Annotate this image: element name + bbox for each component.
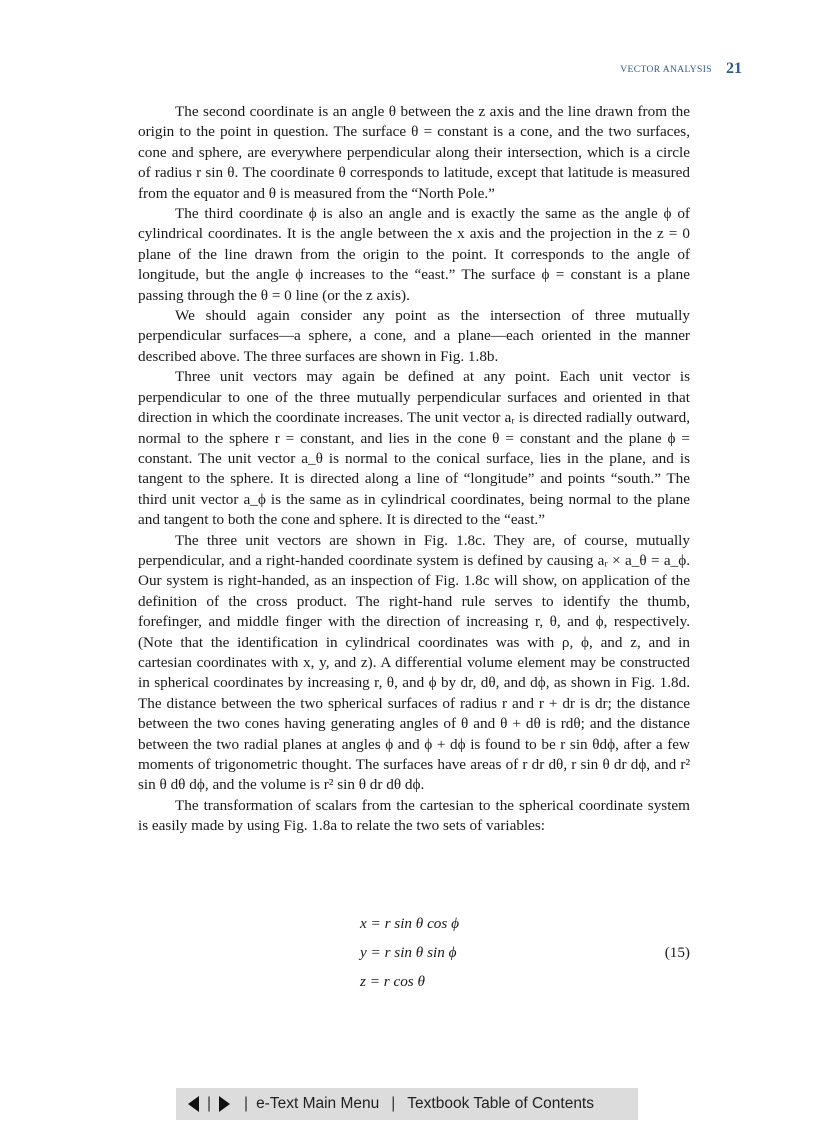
page-number: 21 (726, 60, 742, 77)
equation-block (138, 915, 690, 995)
textbook-toc-link[interactable]: Textbook Table of Contents (407, 1095, 594, 1112)
equation-line-x: x = r sin θ cos ϕ (360, 915, 459, 932)
paragraph-4: Three unit vectors may again be defined at any point. Each unit vector is perpendicular to one of the three mutually perpendicular surfaces and oriented in that direction in which the coordinate increases. The unit vector aᵣ is directed radially outward, normal to the sphere r = constant, and lies in the cone θ = constant and the plane ϕ = constant. The unit vector a_θ is normal to the conical surface, lies in the plane, and is tangent to the sphere. It is directed along a line of “longitude” and points “south.” The third unit vector a_ϕ is the same as in cylindrical coordinates, being normal to the plane and tangent to both the cone and sphere. It is directed to the “east.” (138, 368, 690, 529)
paragraph-3: We should again consider any point as the intersection of three mutually perpendicular surfaces—a sphere, a cone, and a plane—each oriented in the manner described above. The three surfaces are shown in Fig. 1.8b. (138, 307, 690, 365)
next-page-icon[interactable] (219, 1096, 230, 1112)
nav-separator: | (244, 1095, 249, 1112)
equation-number: (15) (664, 944, 690, 961)
running-header (138, 60, 742, 82)
equation-line-z: z = r cos θ (360, 973, 425, 990)
body-text (138, 102, 690, 837)
paragraph-2: The third coordinate ϕ is also an angle and is exactly the same as the angle ϕ of cylindrical coordinates. It is the angle between the x axis and the projection in the z = 0 plane of the line drawn from the origin to the point. It corresponds to the angle of longitude, but the angle ϕ increases to the “east.” The surface ϕ = constant is a plane passing through the θ = 0 line (or the z axis). (138, 205, 690, 304)
nav-separator: | (207, 1095, 212, 1112)
nav-separator: | (391, 1095, 396, 1112)
paragraph-1: The second coordinate is an angle θ between the z axis and the line drawn from the origin to the point in question. The surface θ = constant is a cone, and the two surfaces, cone and sphere, are everywhere perpendicular along their intersection, which is a circle of radius r sin θ. The coordinate θ corresponds to latitude, except that latitude is measured from the equator and θ is measured from the “North Pole.” (138, 103, 690, 202)
previous-page-icon[interactable] (188, 1096, 199, 1112)
paragraph-6: The transformation of scalars from the cartesian to the spherical coordinate system is easily made by using Fig. 1.8a to relate the two sets of variables: (138, 796, 690, 835)
ebook-navigation-bar (176, 1088, 638, 1120)
paragraph-5: The three unit vectors are shown in Fig. 1.8c. They are, of course, mutually perpendicular, and a right-handed coordinate system is defined by causing aᵣ × a_θ = a_ϕ. Our system is right-handed, as an inspection of Fig. 1.8c will show, on application of the definition of the cross product. The right-hand rule serves to identify the thumb, forefinger, and middle finger with the direction of increasing r, θ, and ϕ, respectively. (Note that the identification in cylindrical coordinates was with ρ, ϕ, and z, and in cartesian coordinates with x, y, and z). A differential volume element may be constructed in spherical coordinates by increasing r, θ, and ϕ by dr, dθ, and dϕ, as shown in Fig. 1.8d. The distance between the two spherical surfaces of radius r and r + dr is dr; the distance between the two cones having generating angles of θ and θ + dθ is rdθ; and the distance between the two radial planes at angles ϕ and ϕ + dϕ is found to be r sin θdϕ, after a few moments of trigonometric thought. The surfaces have areas of r dr dθ, r sin θ dr dϕ, and r² sin θ dθ dϕ, and the volume is r² sin θ dr dθ dϕ. (138, 531, 690, 794)
etext-main-menu-link[interactable]: e-Text Main Menu (256, 1095, 380, 1112)
running-section-title: VECTOR ANALYSIS (620, 65, 712, 75)
equation-line-y: y = r sin θ sin ϕ (360, 944, 457, 961)
